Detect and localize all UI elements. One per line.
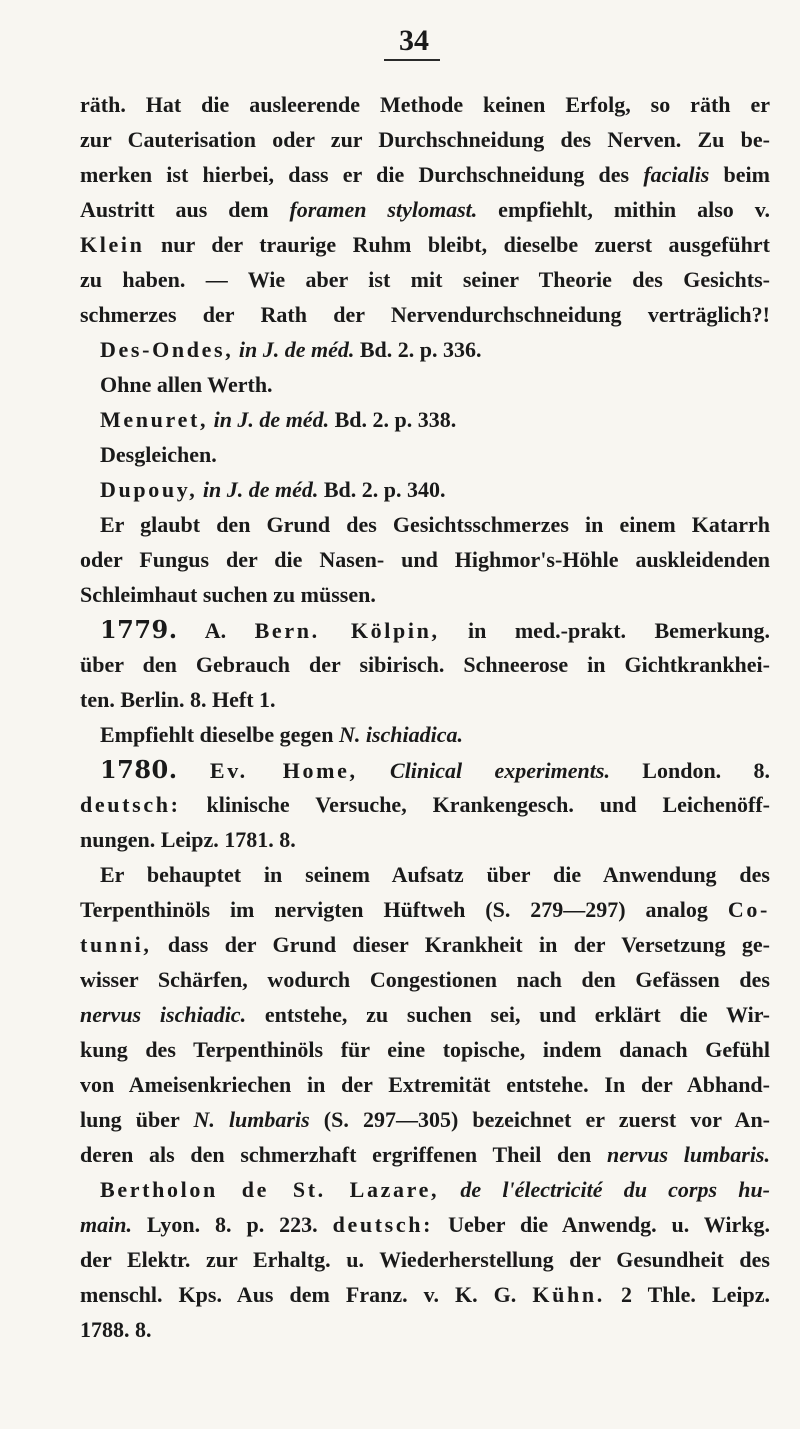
text-line [80,927,770,962]
text-segment: Lyon. 8. p. 223. [131,1212,333,1237]
text-line [80,997,770,1032]
text-line [80,1102,770,1137]
text-line [80,1172,770,1207]
text-line [80,402,770,437]
text-segment: empfiehlt, mithin also v. [477,197,770,222]
text-line [80,857,770,892]
text-line [80,1067,770,1102]
text-segment: Klein [80,232,145,257]
text-segment: Co- [727,897,770,922]
text-segment: über den Gebrauch der sibirisch. Schneerose in Gichtkrankhei- [80,652,770,677]
text-segment: Des-Ondes, [100,337,234,362]
text-line [80,542,770,577]
text-segment: A. [177,618,255,643]
text-line [80,577,770,612]
page-number-rule [384,59,440,61]
text-line [80,472,770,507]
text-segment: lung über [80,1107,194,1132]
text-segment: Bern. Kölpin, [254,618,440,643]
text-line [80,157,770,192]
text-segment: 2 Thle. Leipz. [604,1282,770,1307]
text-segment: in J. de méd. [202,477,319,502]
text-segment: foramen stylomast. [289,197,478,222]
text-line [80,1277,770,1312]
text-segment: schmerzes der Rath der Nervendurchschneidung verträglich?! [80,302,770,327]
text-segment: 1779. [100,615,178,644]
text-segment: zu haben. — Wie aber ist mit seiner Theorie des Gesichts- [80,267,770,292]
text-line [80,822,770,857]
text-line [80,1207,770,1242]
text-segment: der Elektr. zur Erhaltg. u. Wiederherstellung der Gesundheit des [80,1247,770,1272]
text-segment [178,758,210,783]
text-segment: wisser Schärfen, wodurch Congestionen nach den Gefässen des [80,967,770,992]
text-segment: N. lumbaris [193,1107,310,1132]
text-line [80,262,770,297]
text-segment: kung des Terpenthinöls für eine topische, indem danach Gefühl [80,1037,770,1062]
text-segment: Dupouy, [100,477,198,502]
text-segment: merken ist hierbei, dass er die Durchschneidung des [80,162,644,187]
text-line [80,122,770,157]
text-segment: in J. de méd. [238,337,355,362]
text-segment: deutsch: [332,1212,434,1237]
text-segment: N. ischiadica. [338,722,463,747]
text-segment: Kühn. [532,1282,605,1307]
text-segment: Ev. Home, [209,758,358,783]
text-line [80,752,770,787]
body-text [80,87,770,1347]
text-segment: entstehe, zu suchen sei, und erklärt die Wir- [246,1002,770,1027]
text-segment: de l'électricité du corps hu- [460,1177,770,1202]
text-segment: ten. Berlin. 8. Heft 1. [80,687,276,712]
text-line [80,962,770,997]
text-segment: nervus ischiadic. [80,1002,247,1027]
text-segment: in med.-prakt. Bemerkung. [439,618,770,643]
text-line [80,367,770,402]
text-segment: Ohne allen Werth. [100,372,273,397]
text-segment: zur Cauterisation oder zur Durchschneidung des Nerven. Zu be- [80,127,770,152]
text-line [80,87,770,122]
text-segment: deren als den schmerzhaft ergriffenen Theil den [80,1142,607,1167]
text-segment: main. [80,1212,132,1237]
text-line [80,1312,770,1347]
text-segment: Schleimhaut suchen zu müssen. [80,582,376,607]
text-segment: Empfiehlt dieselbe gegen [100,722,339,747]
text-segment: menschl. Kps. Aus dem Franz. v. K. G. [80,1282,533,1307]
text-line [80,1032,770,1067]
text-segment: Er glaubt den Grund des Gesichtsschmerzes in einem Katarrh [100,512,770,537]
text-line [80,507,770,542]
text-line [80,1242,770,1277]
text-line [80,227,770,262]
text-segment: 1788. 8. [80,1317,152,1342]
text-segment: nungen. Leipz. 1781. 8. [80,827,296,852]
page-number-container [384,26,444,56]
text-segment: oder Fungus der die Nasen- und Highmor's-Höhle auskleidenden [80,547,770,572]
text-line [80,682,770,717]
text-segment: facialis [643,162,710,187]
text-segment: Desgleichen. [100,442,217,467]
text-segment: nur der traurige Ruhm bleibt, dieselbe zuerst ausgeführt [144,232,770,257]
text-line [80,647,770,682]
text-segment: Austritt aus dem [80,197,290,222]
text-segment: Terpenthinöls im nervigten Hüftweh (S. 279—297) analog [80,897,728,922]
text-segment [439,1177,460,1202]
text-line [80,1137,770,1172]
text-segment: Menuret, [100,407,209,432]
text-segment: London. 8. [609,758,770,783]
text-line [80,717,770,752]
text-segment: Ueber die Anwendg. u. Wirkg. [433,1212,770,1237]
text-segment: räth. Hat die ausleerende Methode keinen Erfolg, so räth er [80,92,770,117]
text-line [80,612,770,647]
text-segment: tunni, [80,932,152,957]
text-segment: nervus lumbaris. [606,1142,770,1167]
text-segment: Bertholon de St. Lazare, [100,1177,440,1202]
text-segment: beim [709,162,770,187]
page-number: 34 [399,24,429,57]
text-line [80,297,770,332]
text-line [80,332,770,367]
text-line [80,787,770,822]
text-segment: 1780. [100,755,178,784]
text-line [80,437,770,472]
text-segment: Er behauptet in seinem Aufsatz über die Anwendung des [100,862,770,887]
text-segment [358,758,390,783]
text-segment: klinische Versuche, Krankengesch. und Leichenöff- [180,792,770,817]
text-line [80,892,770,927]
text-segment: deutsch: [80,792,181,817]
text-segment: dass der Grund dieser Krankheit in der Versetzung ge- [151,932,770,957]
text-segment: Clinical experiments. [390,758,610,783]
text-line [80,192,770,227]
text-segment: in J. de méd. [213,407,330,432]
text-segment: (S. 297—305) bezeichnet er zuerst vor An- [309,1107,770,1132]
text-segment: von Ameisenkriechen in der Extremität entstehe. In der Abhand- [80,1072,770,1097]
text-segment: Bd. 2. p. 340. [318,477,446,502]
text-segment: Bd. 2. p. 338. [329,407,457,432]
text-segment: Bd. 2. p. 336. [354,337,482,362]
